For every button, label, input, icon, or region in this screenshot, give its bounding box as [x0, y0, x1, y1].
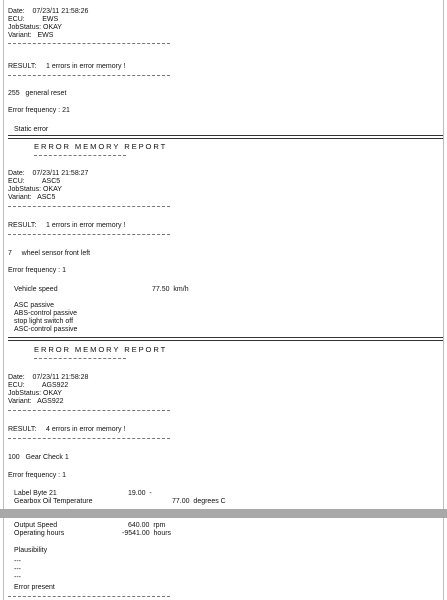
variant-line: Variant: AGS922	[8, 398, 64, 405]
status-line: ABS-control passive	[14, 310, 78, 317]
title-underline	[34, 358, 126, 359]
value-label: Label Byte 21	[14, 490, 57, 497]
separator	[8, 43, 170, 44]
ecu-line: ECU: ASC5	[8, 178, 61, 185]
separator	[8, 596, 170, 597]
error-present-label: Error present	[14, 584, 55, 591]
double-separator	[8, 135, 444, 139]
error-entry: 255 general reset	[8, 90, 67, 97]
jobstatus-line: JobStatus: OKAY	[8, 186, 62, 193]
dash-line: ---	[14, 558, 21, 565]
value-label: Vehicle speed	[14, 286, 58, 293]
separator	[8, 75, 170, 76]
result-line: RESULT: 4 errors in error memory !	[8, 426, 126, 433]
report-title: ERROR MEMORY REPORT	[34, 345, 168, 354]
variant-line: Variant: ASC5	[8, 194, 56, 201]
jobstatus-line: JobStatus: OKAY	[8, 24, 62, 31]
value-number: -9541.00 hours	[122, 530, 172, 537]
ecu-line: ECU: AGS922	[8, 382, 69, 389]
report-page-1	[3, 0, 444, 509]
status-line: ASC passive	[14, 302, 55, 309]
dash-line: ---	[14, 574, 21, 581]
error-entry: 7 wheel sensor front left	[8, 250, 91, 257]
ecu-line: ECU: EWS	[8, 16, 59, 23]
error-frequency: Error frequency : 21	[8, 107, 70, 114]
report-title: ERROR MEMORY REPORT	[34, 142, 168, 151]
value-number: 77.50 km/h	[152, 286, 189, 293]
variant-line: Variant: EWS	[8, 32, 54, 39]
status-line: ASC-control passive	[14, 326, 78, 333]
error-entry: 100 Gear Check 1	[8, 454, 69, 461]
title-underline	[34, 155, 126, 156]
value-label: Gearbox Oil Temperature	[14, 498, 93, 505]
report-page-2	[3, 518, 444, 600]
status-line: Static error	[14, 126, 49, 133]
value-number: 640.00 rpm	[128, 522, 166, 529]
value-number: 77.00 degrees C	[172, 498, 226, 505]
page-break	[0, 509, 447, 518]
separator	[8, 410, 170, 411]
value-label: Operating hours	[14, 530, 65, 537]
jobstatus-line: JobStatus: OKAY	[8, 390, 62, 397]
double-separator	[8, 337, 444, 341]
date-line: Date: 07/23/11 21:58:27	[8, 170, 89, 177]
status-line: stop light switch off	[14, 318, 74, 325]
separator	[8, 206, 170, 207]
result-line: RESULT: 1 errors in error memory !	[8, 222, 126, 229]
result-line: RESULT: 1 errors in error memory !	[8, 63, 126, 70]
date-line: Date: 07/23/11 21:58:26	[8, 8, 89, 15]
error-frequency: Error frequency : 1	[8, 267, 66, 274]
error-frequency: Error frequency : 1	[8, 472, 66, 479]
separator	[8, 234, 170, 235]
dash-line: ---	[14, 566, 21, 573]
separator	[8, 438, 170, 439]
value-number: 19.00 -	[128, 490, 152, 497]
value-label: Output Speed	[14, 522, 58, 529]
date-line: Date: 07/23/11 21:58:28	[8, 374, 89, 381]
plausibility-label: Plausibility	[14, 547, 48, 554]
